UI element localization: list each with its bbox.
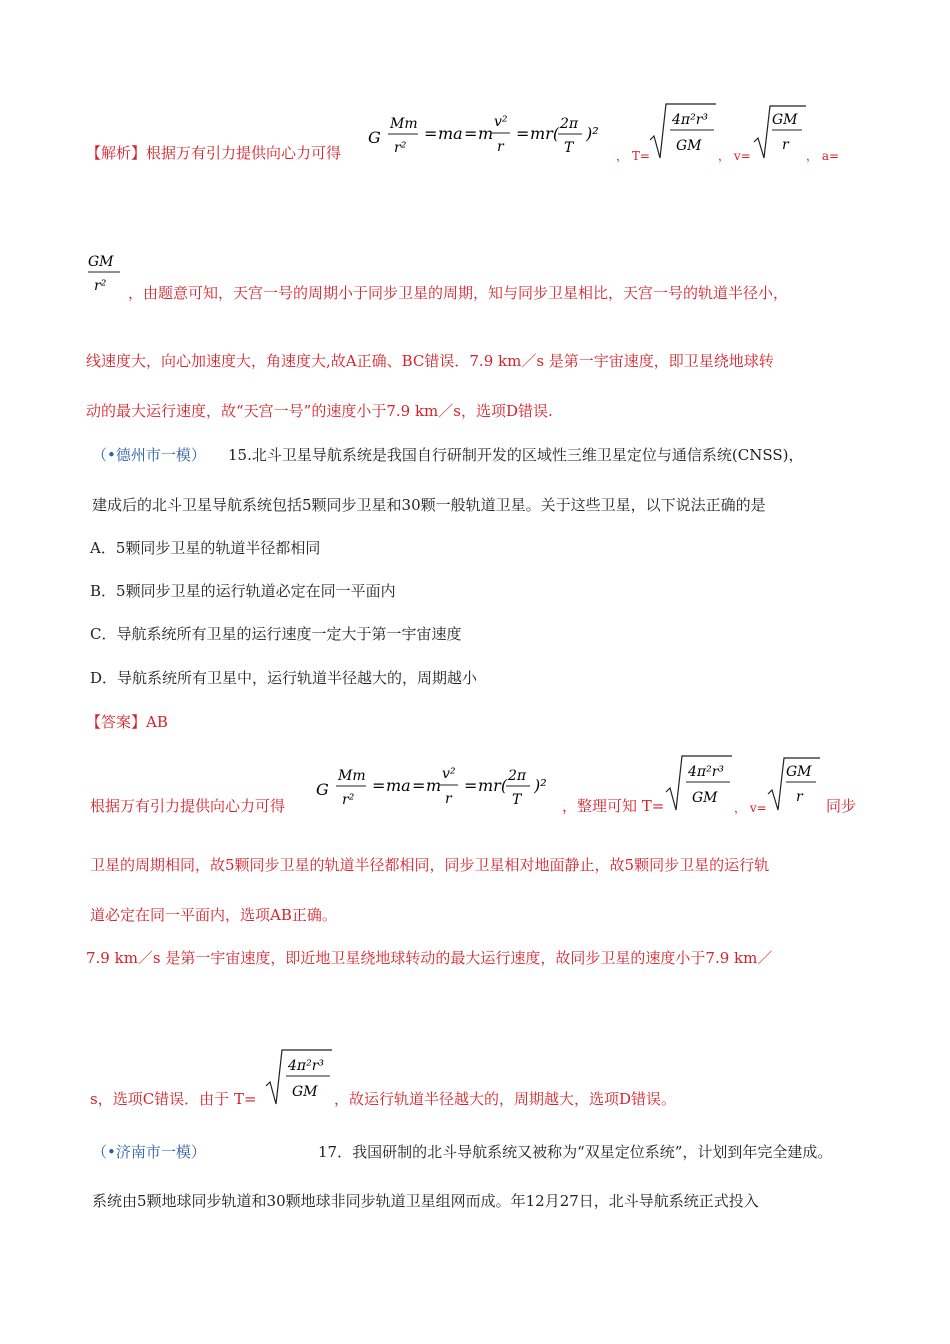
gravity-formula-2 bbox=[314, 760, 564, 816]
formula-4pi2r3: 4π²r³ bbox=[672, 112, 709, 128]
formula-eq: = bbox=[412, 776, 426, 795]
formula-ma: ma bbox=[386, 776, 411, 795]
v-prefix-1: ， v= bbox=[718, 149, 751, 163]
formula-GM: GM bbox=[692, 790, 718, 806]
solution-line-5-pre: s，选项C错误．由于 T= bbox=[90, 1090, 257, 1108]
formula-G: G bbox=[368, 128, 381, 147]
q15-source: （•德州市一模） bbox=[92, 446, 206, 464]
formula-eq: = bbox=[464, 776, 478, 795]
analysis-label: 【解析】 bbox=[86, 144, 147, 162]
formula-r2: r² bbox=[394, 140, 407, 156]
formula-mr: mr( bbox=[478, 776, 508, 795]
analysis-line-4: 动的最大运行速度，故“天宫一号”的速度小于7.9 km／s，选项D错误. bbox=[86, 402, 553, 420]
analysis-intro-line bbox=[86, 143, 341, 163]
formula-4pi2r3: 4π²r³ bbox=[688, 764, 725, 780]
period-root-formula-2 bbox=[664, 752, 734, 814]
analysis-line-2: ，由题意可知，天宫一号的周期小于同步卫星的周期，知与同步卫星相比，天宫一号的轨道半径小， bbox=[128, 284, 789, 302]
solution-line-5-post: ，故运行轨道半径越大的，周期越大，选项D错误。 bbox=[334, 1090, 677, 1108]
formula-eq: = bbox=[424, 124, 438, 143]
analysis-intro: 根据万有引力提供向心力可得 bbox=[146, 144, 342, 162]
q17-stem-2: 系统由5颗地球同步轨道和30颗地球非同步轨道卫星组网而成。年12月27日，北斗导航系统正式投入 bbox=[92, 1192, 759, 1210]
q17-stem-1: 17．我国研制的北斗导航系统又被称为“双星定位系统”，计划到年完全建成。 bbox=[318, 1143, 833, 1161]
t-prefix-2: ，整理可知 T= bbox=[562, 797, 665, 815]
formula-v2: v² bbox=[494, 114, 508, 130]
formula-close: )² bbox=[534, 776, 547, 795]
analysis-line-3: 线速度大，向心加速度大，角速度大,故A正确、BC错误．7.9 km／s 是第一宇宙速度，即卫星绕地球转 bbox=[86, 352, 774, 370]
formula-T: T bbox=[512, 792, 522, 808]
q15-option-c: C．导航系统所有卫星的运行速度一定大于第一宇宙速度 bbox=[90, 625, 462, 643]
t-prefix-1: ， T= bbox=[616, 149, 650, 163]
solution-line-2: 卫星的周期相同，故5颗同步卫星的轨道半径都相同，同步卫星相对地面静止，故5颗同步卫星的运行轨 bbox=[90, 856, 770, 874]
formula-G: G bbox=[316, 780, 329, 799]
q15-option-b: B．5颗同步卫星的运行轨道必定在同一平面内 bbox=[90, 582, 396, 600]
velocity-root-formula-1 bbox=[752, 102, 808, 162]
formula-eq: = bbox=[516, 124, 530, 143]
solution-suffix: 同步 bbox=[826, 797, 857, 815]
formula-r: r bbox=[782, 137, 789, 153]
formula-T: T bbox=[564, 140, 574, 156]
solution-line-3: 道必定在同一平面内，选项AB正确。 bbox=[90, 906, 337, 924]
formula-2pi: 2π bbox=[508, 768, 527, 784]
formula-4pi2r3: 4π²r³ bbox=[288, 1058, 325, 1074]
formula-GM: GM bbox=[772, 112, 798, 128]
formula-GM: GM bbox=[676, 138, 702, 154]
formula-GM: GM bbox=[292, 1084, 318, 1100]
q15-stem-2: 建成后的北斗卫星导航系统包括5颗同步卫星和30颗一般轨道卫星。关于这些卫星，以下说法正确的是 bbox=[92, 496, 766, 514]
q15-option-a: A．5颗同步卫星的轨道半径都相同 bbox=[90, 539, 321, 557]
formula-r: r bbox=[445, 791, 452, 807]
q15-option-d: D．导航系统所有卫星中，运行轨道半径越大的，周期越小 bbox=[90, 669, 478, 687]
formula-GM: GM bbox=[786, 764, 812, 780]
formula-v2: v² bbox=[442, 766, 456, 782]
formula-2pi: 2π bbox=[560, 116, 579, 132]
formula-r2: r² bbox=[94, 278, 107, 294]
formula-eq: = bbox=[464, 124, 478, 143]
formula-eq: = bbox=[372, 776, 386, 795]
formula-m: m bbox=[426, 776, 442, 795]
q15-stem-1: 15.北斗卫星导航系统是我国自行研制开发的区域性三维卫星定位与通信系统(CNSS)， bbox=[228, 446, 804, 464]
gravity-formula-1 bbox=[366, 108, 616, 164]
formula-GM: GM bbox=[88, 254, 114, 270]
solution-intro: 根据万有引力提供向心力可得 bbox=[90, 797, 286, 815]
formula-close: )² bbox=[586, 124, 599, 143]
formula-r: r bbox=[497, 139, 504, 155]
period-root-formula-3 bbox=[264, 1046, 334, 1108]
formula-ma: ma bbox=[438, 124, 463, 143]
q17-source: （•济南市一模） bbox=[92, 1143, 206, 1161]
velocity-root-formula-2 bbox=[766, 754, 822, 814]
formula-r2: r² bbox=[342, 792, 355, 808]
formula-mr: mr( bbox=[530, 124, 560, 143]
period-root-formula-1 bbox=[648, 100, 718, 162]
formula-r: r bbox=[796, 789, 803, 805]
formula-m: m bbox=[478, 124, 494, 143]
formula-Mm: Mm bbox=[338, 768, 366, 784]
solution-line-4: 7.9 km／s 是第一宇宙速度，即近地卫星绕地球转动的最大运行速度，故同步卫星的速度小于7.9 km／ bbox=[86, 949, 773, 967]
acceleration-formula bbox=[86, 250, 126, 294]
q15-answer: 【答案】AB bbox=[86, 713, 168, 731]
v-prefix-2: ， v= bbox=[734, 801, 767, 815]
a-prefix-1: ， a= bbox=[806, 149, 840, 163]
formula-Mm: Mm bbox=[390, 116, 418, 132]
